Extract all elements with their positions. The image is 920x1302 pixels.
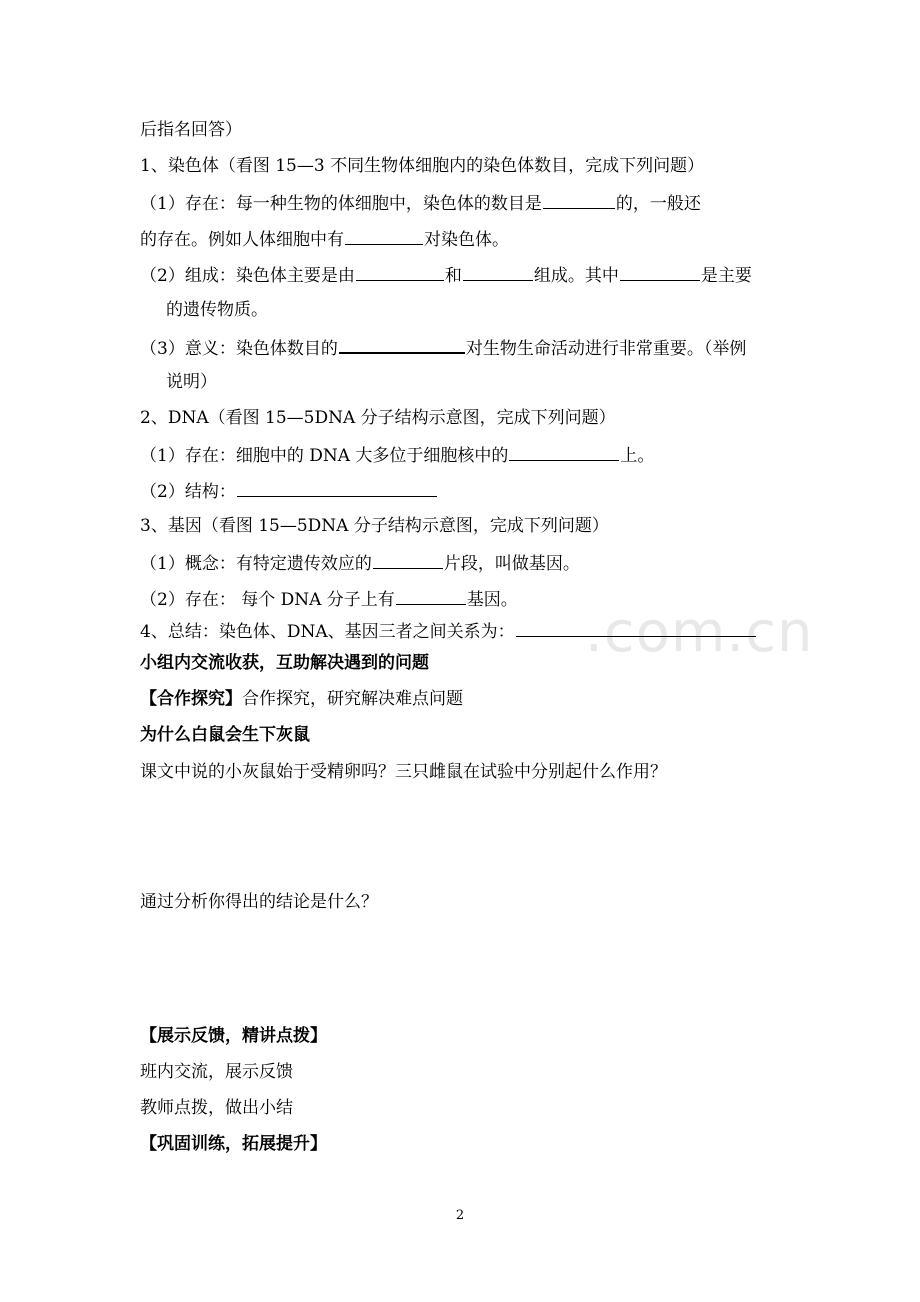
question-text: 通过分析你得出的结论是什么？ [140, 892, 378, 912]
text-line: 班内交流，展示反馈 [140, 1062, 293, 1082]
question-text: （1）概念：有特定遗传效应的 [140, 554, 372, 574]
section-heading-dna: 2、DNA（看图 15—5DNA 分子结构示意图，完成下列问题） [140, 408, 616, 428]
fill-blank[interactable] [463, 262, 533, 281]
question-text: 组成。其中 [533, 266, 619, 286]
page-number: 2 [455, 1208, 465, 1223]
question-text: （2）组成：染色体主要是由 [140, 266, 355, 286]
question-text: （3）意义：染色体数目的 [140, 339, 338, 359]
topic-heading: 为什么白鼠会生下灰鼠 [140, 725, 310, 745]
question-text: （1）存在：细胞中的 DNA 大多位于细胞核中的 [140, 446, 509, 466]
question-line [140, 442, 654, 468]
text-line: 的遗传物质。 [166, 300, 268, 320]
question-line [140, 190, 701, 216]
question-line [140, 550, 580, 576]
section-heading-chromosome: 1、染色体（看图 15—3 不同生物体细胞内的染色体数目，完成下列问题） [140, 156, 705, 176]
fill-blank[interactable] [339, 334, 465, 354]
fill-blank[interactable] [516, 618, 756, 637]
question-text: （1）存在：每一种生物的体细胞中，染色体的数目是 [140, 194, 542, 214]
question-line [140, 586, 518, 612]
fill-blank[interactable] [237, 478, 437, 497]
text-line: 教师点拨，做出小结 [140, 1098, 293, 1118]
question-text: 4、总结：染色体、DNA、基因三者之间关系为： [140, 622, 515, 642]
question-text: 和 [444, 266, 462, 286]
question-text: 是主要 [700, 266, 752, 286]
question-text: （2）结构： [140, 482, 236, 502]
feedback-heading: 【展示反馈，精讲点拨】 [140, 1026, 327, 1046]
question-text: 基因。 [466, 590, 518, 610]
question-line [140, 618, 757, 644]
text-line: 说明） [166, 372, 217, 392]
question-text: 上。 [620, 446, 655, 466]
fill-blank[interactable] [396, 586, 466, 605]
question-line [140, 334, 746, 361]
group-exchange-heading: 小组内交流收获，互助解决遇到的问题 [140, 653, 429, 673]
question-line [140, 262, 752, 288]
fill-blank[interactable] [620, 262, 700, 281]
question-line [140, 478, 438, 504]
fill-blank[interactable] [345, 226, 423, 245]
cooperation-text: 合作探究，研究解决难点问题 [242, 689, 463, 709]
question-text: 课文中说的小灰鼠始于受精卵吗？三只雌鼠在试验中分别起什么作用？ [140, 762, 667, 782]
cooperation-heading: 【合作探究】 [140, 689, 242, 709]
question-text: 对生物生命活动进行非常重要。（举例 [465, 339, 747, 359]
practice-heading: 【巩固训练，拓展提升】 [140, 1134, 327, 1154]
fill-blank[interactable] [509, 442, 619, 461]
section-heading-gene: 3、基因（看图 15—5DNA 分子结构示意图，完成下列问题） [140, 516, 609, 536]
fill-blank[interactable] [356, 262, 444, 281]
fill-blank[interactable] [373, 550, 443, 569]
question-text: 片段，叫做基因。 [443, 554, 580, 574]
question-text: 的，一般还 [615, 194, 701, 214]
question-line [140, 226, 509, 252]
question-text: 对染色体。 [424, 230, 509, 250]
fill-blank[interactable] [543, 190, 615, 209]
question-text: （2）存在： 每个 DNA 分子上有 [140, 590, 395, 610]
watermark: .com.cn [585, 600, 814, 665]
question-text: 的存在。例如人体细胞中有 [140, 230, 344, 250]
text-line: 后指名回答） [140, 120, 242, 140]
cooperation-line [140, 687, 463, 711]
